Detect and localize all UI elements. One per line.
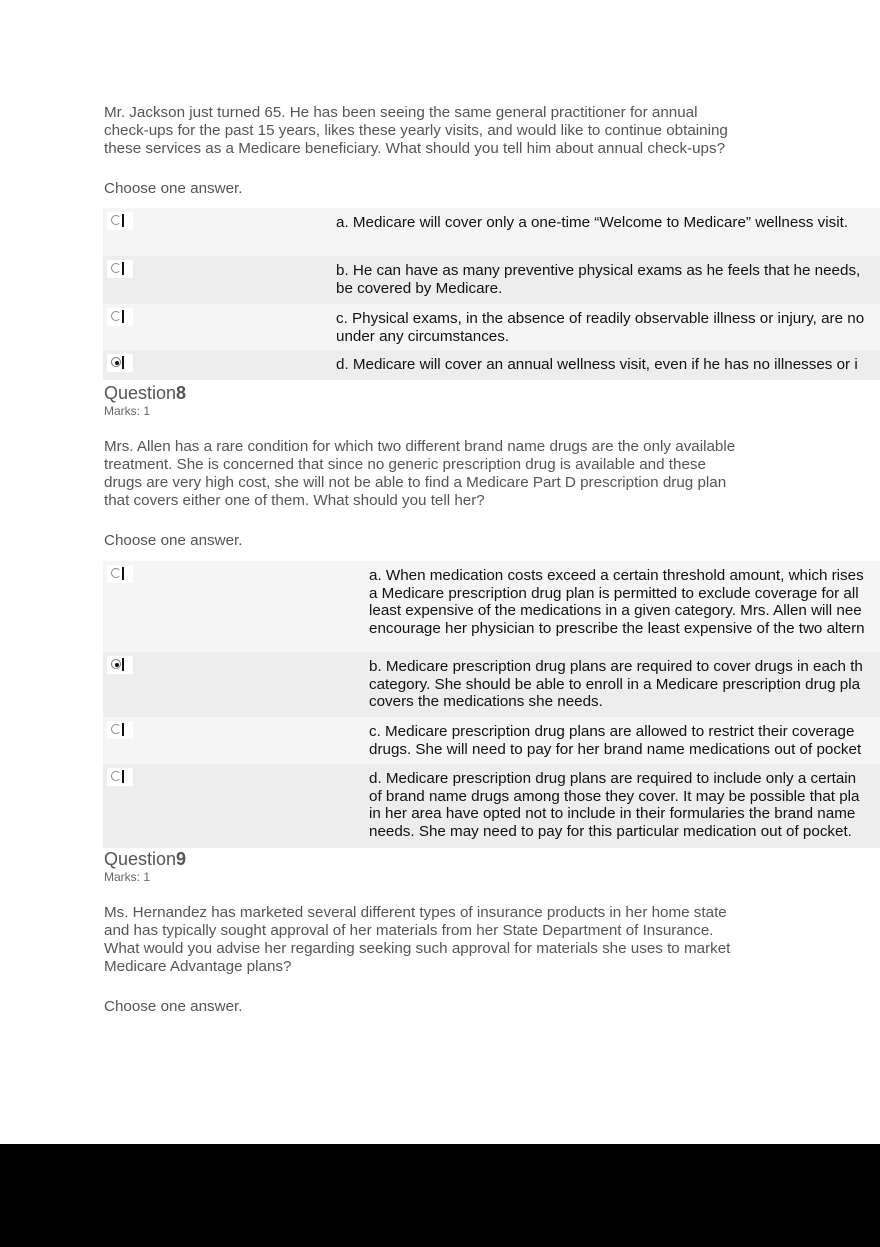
question-8-heading: Question8 [104, 383, 187, 403]
question-number: 8 [176, 383, 187, 403]
answer-label: a. When medication costs exceed a certain threshold amount, which rises a Medicare prescription drug plan is permitted to exclude coverage for all least expensive of the medications in a given category. Mrs. Allen will nee encourage her physician to prescribe the least expensive of the two altern [369, 567, 865, 637]
question-text-line: these services as a Medicare beneficiary. What should you tell him about annual check-ups? [104, 140, 726, 157]
question-9-marks: Marks: 1 [104, 870, 151, 884]
question-text-line: What would you advise her regarding seeking such approval for materials she uses to market [104, 940, 731, 957]
question-9-text [104, 904, 774, 976]
page-bottom-black-area [0, 1144, 880, 1247]
question-8-text [104, 438, 774, 510]
question-text-line: Medicare Advantage plans? [104, 958, 292, 975]
question-7-answers [103, 208, 880, 380]
choose-one-prompt: Choose one answer. [104, 998, 243, 1015]
answer-option-b[interactable] [103, 256, 880, 304]
question-text-line: check-ups for the past 15 years, likes these yearly visits, and would like to continue obtaining [104, 122, 728, 139]
radio-unchecked-icon[interactable] [107, 721, 133, 739]
question-9-heading: Question9 [104, 849, 187, 869]
question-7-text [104, 104, 774, 158]
question-text-line: that covers either one of them. What should you tell her? [104, 492, 485, 509]
answer-option-b[interactable] [103, 652, 880, 717]
question-text-line: Ms. Hernandez has marketed several different types of insurance products in her home state [104, 904, 727, 921]
answer-option-a[interactable] [103, 208, 880, 256]
radio-checked-icon[interactable] [107, 354, 133, 372]
radio-unchecked-icon[interactable] [107, 768, 133, 786]
radio-unchecked-icon[interactable] [107, 565, 133, 583]
question-text-line: drugs are very high cost, she will not be able to find a Medicare Part D prescription drug plan [104, 474, 727, 491]
answer-label: a. Medicare will cover only a one-time “Welcome to Medicare” wellness visit. [336, 214, 849, 231]
question-number: 9 [176, 849, 187, 869]
question-text-line: Mrs. Allen has a rare condition for which two different brand name drugs are the only available [104, 438, 736, 455]
radio-unchecked-icon[interactable] [107, 212, 133, 230]
answer-option-c[interactable] [103, 717, 880, 764]
radio-unchecked-icon[interactable] [107, 260, 133, 278]
question-text-line: and has typically sought approval of her materials from her State Department of Insurance. [104, 922, 714, 939]
choose-one-prompt: Choose one answer. [104, 180, 243, 197]
answer-option-c[interactable] [103, 304, 880, 350]
answer-label: b. Medicare prescription drug plans are required to cover drugs in each th category. She should be able to enroll in a Medicare prescription drug pla covers the medications she needs. [369, 658, 863, 710]
radio-checked-icon[interactable] [107, 656, 133, 674]
choose-one-prompt: Choose one answer. [104, 532, 243, 549]
answer-label: b. He can have as many preventive physical exams as he feels that he needs, be covered by Medicare. [336, 262, 861, 297]
answer-label: c. Medicare prescription drug plans are allowed to restrict their coverage drugs. She will need to pay for her brand name medications out of pocket [369, 723, 862, 758]
answer-option-d[interactable] [103, 764, 880, 848]
answer-option-a[interactable] [103, 561, 880, 652]
answer-label: d. Medicare prescription drug plans are required to include only a certain of brand name drugs among those they cover. It may be possible that pla in her area have opted not to include in their formularies the brand name needs. She may need to pay for this particular medication out of pocket. [369, 770, 860, 840]
answer-label: d. Medicare will cover an annual wellness visit, even if he has no illnesses or i [336, 356, 858, 373]
question-text-line: treatment. She is concerned that since no generic prescription drug is available and these [104, 456, 706, 473]
question-8-marks: Marks: 1 [104, 404, 151, 418]
question-text-line: Mr. Jackson just turned 65. He has been seeing the same general practitioner for annual [104, 104, 698, 121]
answer-option-d[interactable] [103, 350, 880, 380]
answer-label: c. Physical exams, in the absence of readily observable illness or injury, are no under any circumstances. [336, 310, 865, 345]
question-8-answers [103, 561, 880, 848]
radio-unchecked-icon[interactable] [107, 308, 133, 326]
